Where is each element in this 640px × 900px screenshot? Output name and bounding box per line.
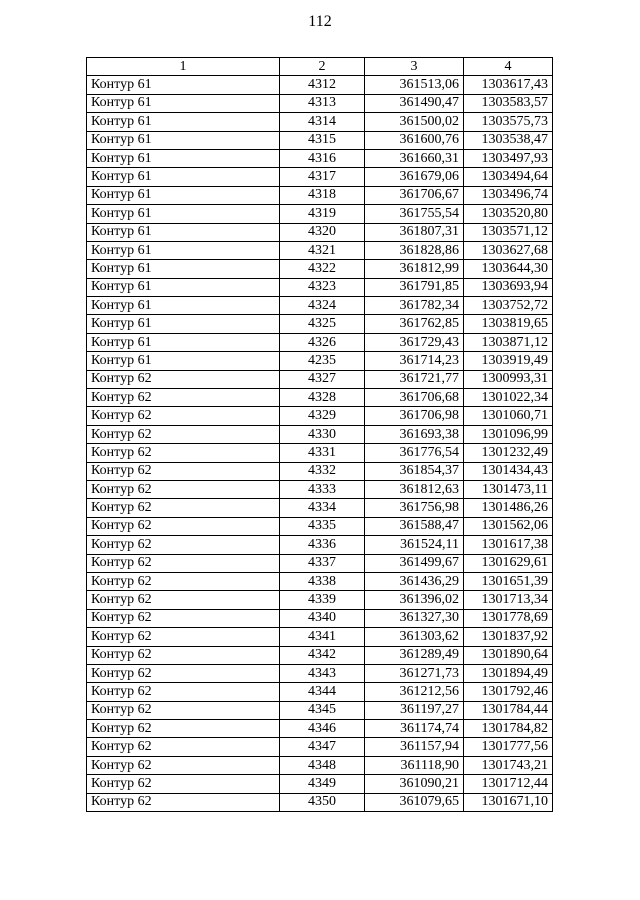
x-coordinate-cell: 361436,29 (365, 572, 464, 590)
contour-name-cell: Контур 62 (87, 499, 280, 517)
y-coordinate-cell: 1301784,82 (464, 720, 553, 738)
column-header-3: 3 (365, 58, 464, 76)
point-number-cell: 4335 (280, 517, 365, 535)
contour-name-cell: Контур 61 (87, 149, 280, 167)
y-coordinate-cell: 1303752,72 (464, 297, 553, 315)
x-coordinate-cell: 361490,47 (365, 94, 464, 112)
table-row (87, 444, 553, 462)
contour-name-cell: Контур 61 (87, 278, 280, 296)
x-coordinate-cell: 361174,74 (365, 720, 464, 738)
point-number-cell: 4350 (280, 793, 365, 811)
y-coordinate-cell: 1303627,68 (464, 241, 553, 259)
table-row (87, 554, 553, 572)
contour-name-cell: Контур 61 (87, 94, 280, 112)
point-number-cell: 4330 (280, 425, 365, 443)
x-coordinate-cell: 361524,11 (365, 536, 464, 554)
x-coordinate-cell: 361118,90 (365, 756, 464, 774)
contour-name-cell: Контур 62 (87, 793, 280, 811)
y-coordinate-cell: 1303819,65 (464, 315, 553, 333)
contour-name-cell: Контур 62 (87, 572, 280, 590)
x-coordinate-cell: 361828,86 (365, 241, 464, 259)
x-coordinate-cell: 361762,85 (365, 315, 464, 333)
contour-name-cell: Контур 61 (87, 168, 280, 186)
y-coordinate-cell: 1301778,69 (464, 609, 553, 627)
contour-name-cell: Контур 62 (87, 480, 280, 498)
x-coordinate-cell: 361714,23 (365, 352, 464, 370)
x-coordinate-cell: 361776,54 (365, 444, 464, 462)
y-coordinate-cell: 1301651,39 (464, 572, 553, 590)
point-number-cell: 4345 (280, 701, 365, 719)
contour-name-cell: Контур 62 (87, 775, 280, 793)
table-row (87, 407, 553, 425)
y-coordinate-cell: 1301743,21 (464, 756, 553, 774)
x-coordinate-cell: 361079,65 (365, 793, 464, 811)
point-number-cell: 4333 (280, 480, 365, 498)
y-coordinate-cell: 1303644,30 (464, 260, 553, 278)
point-number-cell: 4343 (280, 664, 365, 682)
x-coordinate-cell: 361271,73 (365, 664, 464, 682)
y-coordinate-cell: 1301434,43 (464, 462, 553, 480)
y-coordinate-cell: 1303520,80 (464, 205, 553, 223)
table-row (87, 260, 553, 278)
point-number-cell: 4342 (280, 646, 365, 664)
table-row (87, 315, 553, 333)
y-coordinate-cell: 1303494,64 (464, 168, 553, 186)
point-number-cell: 4348 (280, 756, 365, 774)
table-row (87, 480, 553, 498)
y-coordinate-cell: 1303575,73 (464, 113, 553, 131)
point-number-cell: 4346 (280, 720, 365, 738)
table-row (87, 168, 553, 186)
point-number-cell: 4320 (280, 223, 365, 241)
y-coordinate-cell: 1301096,99 (464, 425, 553, 443)
table-row (87, 609, 553, 627)
y-coordinate-cell: 1301232,49 (464, 444, 553, 462)
x-coordinate-cell: 361812,99 (365, 260, 464, 278)
contour-name-cell: Контур 61 (87, 352, 280, 370)
y-coordinate-cell: 1303571,12 (464, 223, 553, 241)
point-number-cell: 4347 (280, 738, 365, 756)
y-coordinate-cell: 1303496,74 (464, 186, 553, 204)
contour-name-cell: Контур 62 (87, 646, 280, 664)
column-header-4: 4 (464, 58, 553, 76)
point-number-cell: 4322 (280, 260, 365, 278)
column-header-2: 2 (280, 58, 365, 76)
point-number-cell: 4321 (280, 241, 365, 259)
table-row (87, 628, 553, 646)
table-row (87, 370, 553, 388)
point-number-cell: 4349 (280, 775, 365, 793)
x-coordinate-cell: 361679,06 (365, 168, 464, 186)
table-row (87, 278, 553, 296)
x-coordinate-cell: 361660,31 (365, 149, 464, 167)
table-row (87, 756, 553, 774)
point-number-cell: 4339 (280, 591, 365, 609)
y-coordinate-cell: 1303871,12 (464, 333, 553, 351)
contour-name-cell: Контур 61 (87, 241, 280, 259)
y-coordinate-cell: 1303919,49 (464, 352, 553, 370)
x-coordinate-cell: 361854,37 (365, 462, 464, 480)
table-row (87, 462, 553, 480)
contour-name-cell: Контур 61 (87, 113, 280, 131)
contour-name-cell: Контур 62 (87, 683, 280, 701)
y-coordinate-cell: 1301894,49 (464, 664, 553, 682)
table-row (87, 94, 553, 112)
x-coordinate-cell: 361090,21 (365, 775, 464, 793)
x-coordinate-cell: 361807,31 (365, 223, 464, 241)
table-row (87, 793, 553, 811)
y-coordinate-cell: 1301617,38 (464, 536, 553, 554)
x-coordinate-cell: 361782,34 (365, 297, 464, 315)
point-number-cell: 4331 (280, 444, 365, 462)
y-coordinate-cell: 1303583,57 (464, 94, 553, 112)
contour-name-cell: Контур 62 (87, 407, 280, 425)
point-number-cell: 4316 (280, 149, 365, 167)
table-row (87, 149, 553, 167)
y-coordinate-cell: 1300993,31 (464, 370, 553, 388)
point-number-cell: 4323 (280, 278, 365, 296)
x-coordinate-cell: 361499,67 (365, 554, 464, 572)
point-number-cell: 4332 (280, 462, 365, 480)
point-number-cell: 4328 (280, 389, 365, 407)
x-coordinate-cell: 361289,49 (365, 646, 464, 664)
point-number-cell: 4338 (280, 572, 365, 590)
contour-name-cell: Контур 62 (87, 517, 280, 535)
y-coordinate-cell: 1301713,34 (464, 591, 553, 609)
x-coordinate-cell: 361706,98 (365, 407, 464, 425)
table-row (87, 646, 553, 664)
x-coordinate-cell: 361693,38 (365, 425, 464, 443)
table-row (87, 664, 553, 682)
table-row (87, 241, 553, 259)
x-coordinate-cell: 361513,06 (365, 76, 464, 94)
x-coordinate-cell: 361157,94 (365, 738, 464, 756)
contour-name-cell: Контур 62 (87, 664, 280, 682)
table-row (87, 701, 553, 719)
x-coordinate-cell: 361197,27 (365, 701, 464, 719)
point-number-cell: 4313 (280, 94, 365, 112)
contour-name-cell: Контур 62 (87, 591, 280, 609)
x-coordinate-cell: 361327,30 (365, 609, 464, 627)
table-row (87, 572, 553, 590)
point-number-cell: 4319 (280, 205, 365, 223)
contour-name-cell: Контур 61 (87, 223, 280, 241)
x-coordinate-cell: 361706,68 (365, 389, 464, 407)
contour-name-cell: Контур 62 (87, 389, 280, 407)
x-coordinate-cell: 361812,63 (365, 480, 464, 498)
table-row (87, 297, 553, 315)
point-number-cell: 4325 (280, 315, 365, 333)
table-row (87, 113, 553, 131)
y-coordinate-cell: 1303693,94 (464, 278, 553, 296)
coordinates-table (86, 57, 553, 812)
y-coordinate-cell: 1301777,56 (464, 738, 553, 756)
y-coordinate-cell: 1301060,71 (464, 407, 553, 425)
point-number-cell: 4337 (280, 554, 365, 572)
point-number-cell: 4327 (280, 370, 365, 388)
table-row (87, 223, 553, 241)
table-body (87, 76, 553, 812)
x-coordinate-cell: 361721,77 (365, 370, 464, 388)
point-number-cell: 4336 (280, 536, 365, 554)
point-number-cell: 4235 (280, 352, 365, 370)
contour-name-cell: Контур 61 (87, 315, 280, 333)
x-coordinate-cell: 361396,02 (365, 591, 464, 609)
x-coordinate-cell: 361756,98 (365, 499, 464, 517)
x-coordinate-cell: 361588,47 (365, 517, 464, 535)
table-row (87, 683, 553, 701)
point-number-cell: 4334 (280, 499, 365, 517)
table-row (87, 333, 553, 351)
y-coordinate-cell: 1301486,26 (464, 499, 553, 517)
table-row (87, 186, 553, 204)
contour-name-cell: Контур 62 (87, 444, 280, 462)
table-row (87, 389, 553, 407)
y-coordinate-cell: 1301784,44 (464, 701, 553, 719)
contour-name-cell: Контур 61 (87, 186, 280, 204)
table-row (87, 517, 553, 535)
y-coordinate-cell: 1301473,11 (464, 480, 553, 498)
x-coordinate-cell: 361791,85 (365, 278, 464, 296)
table-row (87, 205, 553, 223)
y-coordinate-cell: 1301792,46 (464, 683, 553, 701)
y-coordinate-cell: 1301837,92 (464, 628, 553, 646)
table-row (87, 536, 553, 554)
y-coordinate-cell: 1301671,10 (464, 793, 553, 811)
point-number-cell: 4326 (280, 333, 365, 351)
contour-name-cell: Контур 61 (87, 297, 280, 315)
table-row (87, 775, 553, 793)
y-coordinate-cell: 1303617,43 (464, 76, 553, 94)
x-coordinate-cell: 361600,76 (365, 131, 464, 149)
contour-name-cell: Контур 62 (87, 554, 280, 572)
y-coordinate-cell: 1303497,93 (464, 149, 553, 167)
table-row (87, 131, 553, 149)
point-number-cell: 4315 (280, 131, 365, 149)
contour-name-cell: Контур 62 (87, 425, 280, 443)
contour-name-cell: Контур 62 (87, 720, 280, 738)
y-coordinate-cell: 1301022,34 (464, 389, 553, 407)
table-header-row (87, 58, 553, 76)
contour-name-cell: Контур 62 (87, 628, 280, 646)
point-number-cell: 4317 (280, 168, 365, 186)
x-coordinate-cell: 361706,67 (365, 186, 464, 204)
point-number-cell: 4329 (280, 407, 365, 425)
y-coordinate-cell: 1303538,47 (464, 131, 553, 149)
page-number: 112 (308, 13, 332, 30)
contour-name-cell: Контур 61 (87, 260, 280, 278)
x-coordinate-cell: 361729,43 (365, 333, 464, 351)
contour-name-cell: Контур 62 (87, 701, 280, 719)
contour-name-cell: Контур 61 (87, 131, 280, 149)
point-number-cell: 4318 (280, 186, 365, 204)
contour-name-cell: Контур 62 (87, 738, 280, 756)
table-row (87, 591, 553, 609)
table-row (87, 738, 553, 756)
contour-name-cell: Контур 61 (87, 76, 280, 94)
y-coordinate-cell: 1301562,06 (464, 517, 553, 535)
contour-name-cell: Контур 61 (87, 205, 280, 223)
contour-name-cell: Контур 62 (87, 536, 280, 554)
point-number-cell: 4341 (280, 628, 365, 646)
x-coordinate-cell: 361212,56 (365, 683, 464, 701)
contour-name-cell: Контур 61 (87, 333, 280, 351)
point-number-cell: 4340 (280, 609, 365, 627)
point-number-cell: 4324 (280, 297, 365, 315)
x-coordinate-cell: 361500,02 (365, 113, 464, 131)
point-number-cell: 4344 (280, 683, 365, 701)
contour-name-cell: Контур 62 (87, 370, 280, 388)
table-row (87, 425, 553, 443)
point-number-cell: 4314 (280, 113, 365, 131)
table-row (87, 720, 553, 738)
y-coordinate-cell: 1301629,61 (464, 554, 553, 572)
y-coordinate-cell: 1301712,44 (464, 775, 553, 793)
table-row (87, 499, 553, 517)
x-coordinate-cell: 361303,62 (365, 628, 464, 646)
contour-name-cell: Контур 62 (87, 462, 280, 480)
point-number-cell: 4312 (280, 76, 365, 94)
contour-name-cell: Контур 62 (87, 609, 280, 627)
x-coordinate-cell: 361755,54 (365, 205, 464, 223)
y-coordinate-cell: 1301890,64 (464, 646, 553, 664)
contour-name-cell: Контур 62 (87, 756, 280, 774)
table-row (87, 352, 553, 370)
table-row (87, 76, 553, 94)
column-header-1: 1 (87, 58, 280, 76)
